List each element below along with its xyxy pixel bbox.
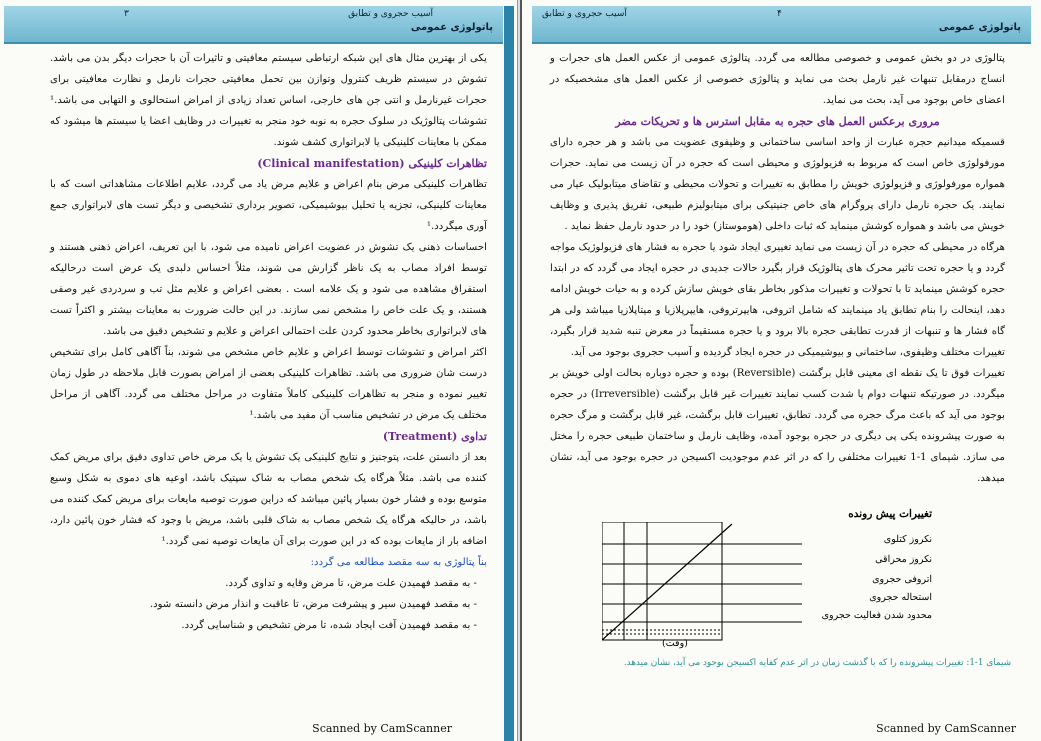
- left-page-body: [50, 48, 487, 636]
- paragraph: پتالوژی در دو بخش عمومی و خصوصی مطالعه می گردد. پتالوژی عمومی از عکس العمل های حجرات و انساج درمقابل تنبهات غیر نارمل بحث می نماید و پتالوژی خصوصی از عکس العمل های مشخصیکه در اعضای خاص بوجود می آید، بحث می نماید.: [550, 53, 1005, 106]
- right-page: [520, 0, 1041, 741]
- purpose-intro-line: بناً پتالوژی به سه مقصد مطالعه می گردد:: [310, 557, 487, 568]
- running-head-chapter: آسیب حجروی و تطابق: [348, 9, 433, 19]
- list-item: - به مقصد فهمیدن سیر و پیشرفت مرض، تا عاقبت و انذار مرض دانسته شود.: [149, 599, 477, 610]
- diagram-label: اتروفی حجروی: [872, 574, 932, 585]
- paragraph: تظاهرات کلینیکی مرض بنام اعراض و علایم مرض یاد می گردد، علایم اطلاعات مشاهداتی است که با معاینات کلینیکی، تجزیه یا تحلیل بیوشیمیکی، تصویر برداری تشخیصی و دیگر تست های لابراتواری جمع آوری میگردد.¹: [50, 179, 487, 232]
- list-item: - به مقصد فهمیدن علت مرض، تا مرض وقایه و تداوی گردد.: [225, 578, 477, 589]
- diagram-label: نکروز کتلوی: [883, 534, 932, 545]
- page-edge-strip: [504, 6, 514, 741]
- section-heading-clinical: تظاهرات کلینیکی (Clinical manifestation): [257, 157, 487, 170]
- paragraph: قسمیکه میدانیم حجره عبارت از واحد اساسی ساختمانی و وظیفوی عضویت می باشد و هر حجره دارای مورفولوژی خاص است که مربوط به فزیولوژی و محیطی است که حجره در آن زیست می نماید. حجرات همواره مورفولوژی و فزیولوژی خویش را مطابق به تغییرات و تحولات محیطی و تقاضای میتابولیک عیار می نمایند. یک حجره نارمل دارای پروگرام های خاص جنیتیکی برای میتابولیزم طبیعی، تفریق پذیری و وظایف خویش می باشد و همواره کوشش مینماید که ثبات داخلی (هوموستاز) خود را در حدود نارمل حفظ نماید .: [550, 137, 1005, 232]
- section-heading-treatment: تداوی (Treatment): [382, 430, 487, 443]
- diagram-label: محدود شدن فعالیت حجروی: [821, 610, 932, 621]
- page-number: ۳: [124, 9, 129, 19]
- list-item: - به مقصد فهمیدن آفت ایجاد شده، تا مرض تشخیص و شناسایی گردد.: [181, 620, 477, 631]
- right-page-body: [550, 48, 1005, 489]
- page-number: ۴: [777, 9, 782, 19]
- progressive-changes-diagram: [582, 508, 962, 653]
- paragraph: هرگاه در محیطی که حجره در آن زیست می نماید تغییری ایجاد شود یا حجره به فشار های فزیولوژیک مواجه گردد و یا حجره تحت تاثیر محرک های پتالوژیک قرار بگیرد حالات جدیدی در حجره ایجاد می گردد که در ابتدا حجره کوشش مینماید تا با تحولات و تغییرات مذکور بخاطر بقای خویش سازش کرده و به حیات خویش ادامه دهد، اینحالت را بنام تطابق یاد مینمایند که شامل اتروفی، هایپرتروفی، هایپرپلازیا و میتاپلازیا میباشد ولی هر گاه فشار ها و تنبهات از قدرت تطابقی حجره بالا برود و یا حجره مستقیماً در معرض تنبه شدید قرار بگیرد، تغییرات مختلف وظیفوی، ساختمانی و بیوشیمیکی در حجره ایجاد گردیده و آسیب حجروی بوجود می آید.: [550, 242, 1005, 358]
- paragraph: احساسات ذهنی یک تشوش در عضویت اعراض نامیده می شود، با این تعریف، اعراض ذهنی هستند و توسط افراد مصاب به یک ناظر گزارش می شوند، مثلاً احساس دلبدی یک عرض است درحالیکه استفراق مشاهده می شود و یک علامه است . بعضی اعراض و علایم مثل تب و سردردی غیر وصفی هستند، و یک علت خاص را مشخص نمی سازند. در این حالت ضرورت به معاینات بیشتر و اکثراً تست های لابراتواری بخاطر محدود کردن علت احتمالی اعراض و علایم و تشخیص دقیق می باشد.: [50, 242, 487, 337]
- diagram-title: تغییرات پیش رونده: [848, 508, 932, 520]
- left-page-header: [4, 6, 503, 44]
- scanner-watermark: Scanned by CamScanner: [876, 722, 1016, 735]
- section-heading-cell-response: مروری برعکس العمل های حجره به مقابل استرس ها و تحریکات مضر: [615, 115, 940, 128]
- running-head-chapter: آسیب حجروی و تطابق: [542, 9, 627, 19]
- left-page: [0, 0, 518, 741]
- scanner-watermark: Scanned by CamScanner: [312, 722, 452, 735]
- paragraph: بعد از دانستن علت، پتوجنیز و نتایج کلینیکی یک تشوش یا یک مرض خاص تداوی دقیق برای مریض کمک کننده می باشد. مثلاً هرگاه یک شخص مصاب به شاک سپتیک باشد، اوعیه های دموی به شکل وسیع متوسع بوده و فشار خون بسیار پائین میباشد که دراین صورت توصیه مایعات برای مریض کمک کننده می باشد، در حالیکه هرگاه یک شخص مصاب به شاک قلبی باشد، مریض با وجود که فشار خون پائین دارد، اضافه بار از مایعات بوده که در این صورت برای آن مایعات توصیه نمی گردد.¹: [50, 452, 487, 547]
- right-page-header: [532, 6, 1031, 44]
- diagram-label: نکروز محراقی: [875, 554, 932, 565]
- figure-caption: شیمای 1-1: تغییرات پیشرونده را که با گذشت زمان در اثر عدم کفایه اکسیجن بوجود می آید، نشان میدهد.: [623, 658, 1011, 668]
- paragraph: یکی از بهترین مثال های این شبکه ارتباطی سیستم معافیتی و تاثیرات آن با حجرات دیگر بدن می باشد. تشوش در سیستم ظریف کنترول وتوازن بین تحمل معافیتی حجرات نارمل و نظارت معافیتی برای حجرات غیرنارمل و انتی جن های خارجی، اساس تعداد زیادی از امراض استحالوی و التهابی می باشد.¹ تشوشات پتالوژیک در سلوک حجره به نوبه خود منجر به تغییرات در وظایف اعضا یا سیستم ها میشود که ممکن با معاینات کلینیکی یا لابراتواری کشف شوند.: [50, 53, 487, 148]
- paragraph: اکثر امراض و تشوشات توسط اعراض و علایم خاص مشخص می شوند، بناً آگاهی کامل برای تشخیص درست شان ضروری می باشد. تظاهرات کلینیکی بعضی از امراض بصورت قابل ملاحظه در طول زمان تغییر نموده و منجر به تظاهرات کلینیکی کاملاً متفاوت در مراحل مختلف می گردد. آگاهی از مراحل مختلف یک مرض در تشخیص مناسب آن مفید می باشد.¹: [50, 347, 487, 421]
- diagram-time-label: (وقت): [662, 638, 688, 649]
- diagram-label: استحاله حجروی: [869, 592, 932, 603]
- paragraph: تغییرات فوق تا یک نقطه ای معینی قابل برگشت (Reversible) بوده و حجره دوباره بحالت اولی خویش بر میگردد. در صورتیکه تنبهات دوام یا شدت کسب نمایند تغییرات غیر قابل برگشت (Irreversible) در حجره بوجود می آید که باعث مرگ حجره می گردد. تطابق، تغییرات قابل برگشت، غیر قابل برگشت و مرگ حجره به صورت پیشرونده یکی پی دیگری در حجره بوجود آمده، وظایف نارمل و ساختمان طبیعی حجره را مختل می سازد. شیمای 1-1 تغییرات مختلفی را که در اثر عدم موجودیت اکسیجن در حجره بوجود می آید، نشان میدهد.: [550, 368, 1006, 484]
- running-head-title: پاتولوژی عمومی: [938, 22, 1021, 33]
- running-head-title: پاتولوژی عمومی: [410, 22, 493, 33]
- diagonal-line: [602, 524, 732, 640]
- diagram-graph: [602, 522, 802, 647]
